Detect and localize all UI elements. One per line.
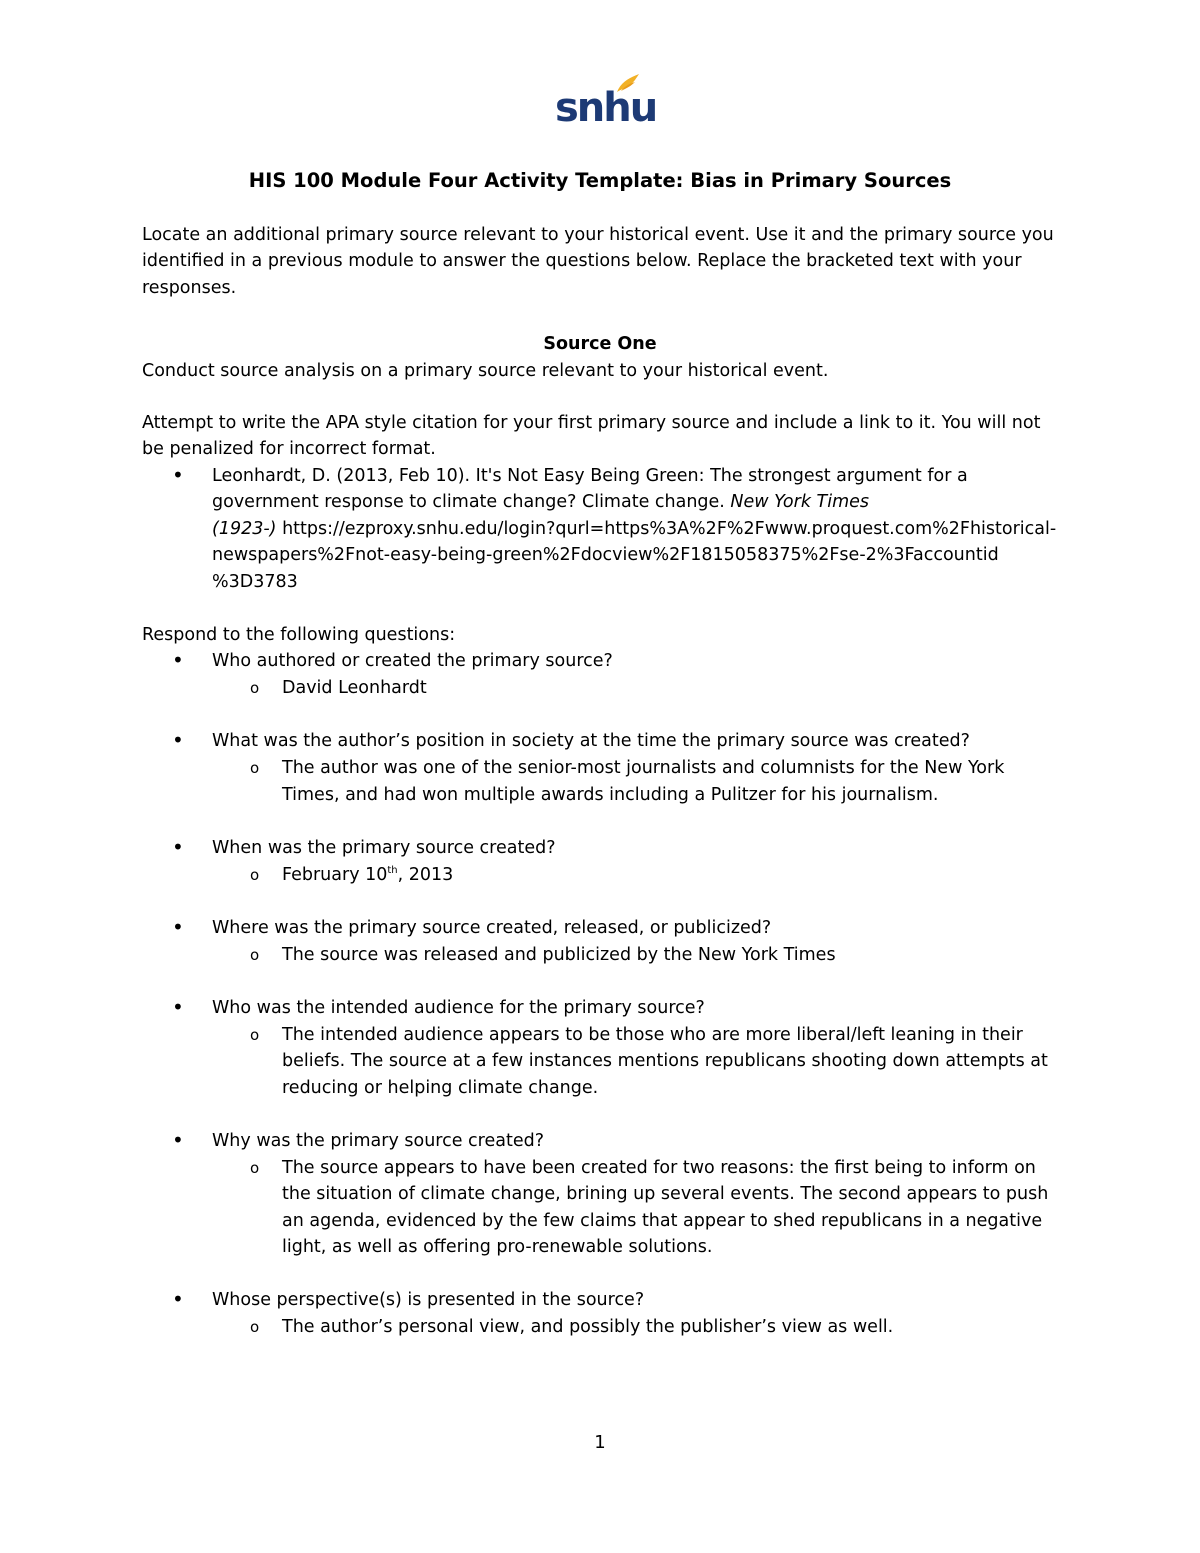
question-text: Whose perspective(s) is presented in the source? xyxy=(212,1290,645,1310)
question-text: Who was the intended audience for the primary source? xyxy=(212,998,705,1018)
answer-text: The author was one of the senior-most journalists and columnists for the New York xyxy=(282,758,1005,778)
citation-link[interactable]: https://ezproxy.snhu.edu/login?qurl=https%3A%2F%2Fwww.proquest.com%2Fhistorical- xyxy=(276,519,1057,539)
bullet-icon: • xyxy=(172,915,184,939)
question-text: What was the author’s position in society at the time the primary source was created? xyxy=(212,731,970,751)
answer-text: The intended audience appears to be those who are more liberal/left leaning in their xyxy=(282,1025,1023,1045)
citation-prompt: be penalized for incorrect format. xyxy=(142,439,436,459)
intro-line: Locate an additional primary source relevant to your historical event. Use it and the primary source you xyxy=(142,225,1054,245)
bullet-icon: • xyxy=(172,648,184,672)
citation-line xyxy=(212,516,1056,542)
citation-prompt: Attempt to write the APA style citation for your first primary source and include a link to it. You will not xyxy=(142,413,1041,433)
section-heading: Source One xyxy=(543,334,657,354)
sub-bullet-icon: o xyxy=(250,679,260,697)
citation-text: government response to climate change? Climate change. xyxy=(212,492,731,512)
answer-year: , 2013 xyxy=(397,865,454,885)
document-title: HIS 100 Module Four Activity Template: Bias in Primary Sources xyxy=(248,169,952,192)
answer-text: The source appears to have been created for two reasons: the first being to inform on xyxy=(282,1158,1036,1178)
answer-text: an agenda, evidenced by the few claims that appear to shed republicans in a negative xyxy=(282,1211,1043,1231)
bullet-icon: • xyxy=(172,463,184,487)
page-number: 1 xyxy=(594,1432,606,1453)
publication-name: New York Times xyxy=(730,492,870,512)
section-instruction: Conduct source analysis on a primary source relevant to your historical event. xyxy=(142,361,829,381)
bullet-icon: • xyxy=(172,835,184,859)
bullet-icon: • xyxy=(172,728,184,752)
sub-bullet-icon: o xyxy=(250,1318,260,1336)
citation-line: Leonhardt, D. (2013, Feb 10). It's Not Easy Being Green: The strongest argument for a xyxy=(212,466,968,486)
question-text: When was the primary source created? xyxy=(212,838,556,858)
answer-text: Times, and had won multiple awards including a Pulitzer for his journalism. xyxy=(282,785,939,805)
answer-date: February 10 xyxy=(282,865,388,885)
answer-text: The source was released and publicized by the New York Times xyxy=(282,945,836,965)
sub-bullet-icon: o xyxy=(250,1026,260,1044)
bullet-icon: • xyxy=(172,1128,184,1152)
logo-wordmark: snhu xyxy=(555,85,657,131)
answer-text: light, as well as offering pro-renewable solutions. xyxy=(282,1237,713,1257)
intro-line: identified in a previous module to answer the questions below. Replace the bracketed text with your xyxy=(142,251,1022,271)
sub-bullet-icon: o xyxy=(250,1159,260,1177)
answer-text: reducing or helping climate change. xyxy=(282,1078,599,1098)
question-text: Where was the primary source created, released, or publicized? xyxy=(212,918,772,938)
question-text: Who authored or created the primary source? xyxy=(212,651,613,671)
citation-link[interactable]: newspapers%2Fnot-easy-being-green%2Fdocview%2F1815058375%2Fse-2%3Faccountid xyxy=(212,545,999,565)
publication-years: (1923-) xyxy=(212,519,277,539)
questions-heading: Respond to the following questions: xyxy=(142,625,456,645)
bullet-icon: • xyxy=(172,995,184,1019)
question-text: Why was the primary source created? xyxy=(212,1131,544,1151)
answer-text: David Leonhardt xyxy=(282,678,427,698)
sub-bullet-icon: o xyxy=(250,866,260,884)
citation-line xyxy=(212,489,869,515)
citation-link[interactable]: %3D3783 xyxy=(212,572,298,592)
answer-text: the situation of climate change, brining up several events. The second appears to push xyxy=(282,1184,1049,1204)
answer-text xyxy=(282,862,453,888)
sub-bullet-icon: o xyxy=(250,946,260,964)
intro-line: responses. xyxy=(142,278,237,298)
snhu-logo xyxy=(555,72,657,134)
ordinal-suffix: th xyxy=(387,865,398,877)
bullet-icon: • xyxy=(172,1287,184,1311)
answer-text: The author’s personal view, and possibly the publisher’s view as well. xyxy=(282,1317,894,1337)
answer-text: beliefs. The source at a few instances mentions republicans shooting down attempts at xyxy=(282,1051,1048,1071)
sub-bullet-icon: o xyxy=(250,759,260,777)
